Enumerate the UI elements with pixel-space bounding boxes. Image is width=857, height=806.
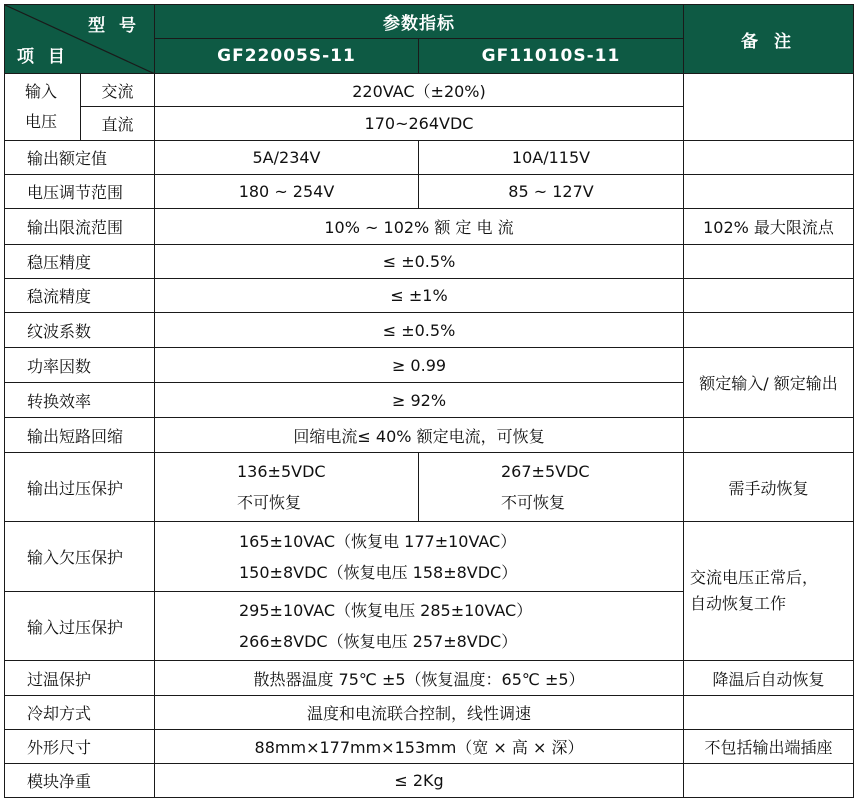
input-dc-label: 直流 bbox=[81, 107, 155, 141]
table-row-input-ac bbox=[5, 74, 854, 107]
header-model-label: 型 号 bbox=[88, 16, 140, 36]
weight-label: 模块净重 bbox=[5, 764, 155, 798]
table-row-current-precision bbox=[5, 279, 854, 313]
table-row-dimensions bbox=[5, 730, 854, 764]
input-uvp-value: 165±10VAC（恢复电 177±10VAC） 150±8VDC（恢复电压 158±8VDC） bbox=[155, 522, 684, 592]
header-item-label: 项 目 bbox=[17, 47, 69, 67]
output-ovp-note: 需手动恢复 bbox=[684, 453, 854, 522]
rated-output-label: 输出额定值 bbox=[5, 141, 155, 175]
table-row-ripple bbox=[5, 313, 854, 348]
input-ovp-label: 输入过压保护 bbox=[5, 592, 155, 661]
voltage-precision-note bbox=[684, 245, 854, 279]
input-dc-value: 170~264VDC bbox=[155, 107, 684, 141]
current-precision-note bbox=[684, 279, 854, 313]
table-row-rated-output bbox=[5, 141, 854, 175]
cooling-note bbox=[684, 696, 854, 730]
table-row-weight bbox=[5, 764, 854, 798]
output-ovp-a: 136±5VDC 不可恢复 bbox=[155, 453, 419, 522]
voltage-precision-value: ≤ ±0.5% bbox=[155, 245, 684, 279]
input-protect-note: 交流电压正常后， 自动恢复工作 bbox=[684, 522, 854, 661]
current-limit-note: 102% 最大限流点 bbox=[684, 209, 854, 245]
voltage-precision-label: 稳压精度 bbox=[5, 245, 155, 279]
table-row-input-uvp bbox=[5, 522, 854, 592]
over-temp-value: 散热器温度 75℃ ±5（恢复温度：65℃ ±5） bbox=[155, 661, 684, 696]
header-param-label: 参数指标 bbox=[155, 5, 684, 39]
short-circuit-label: 输出短路回缩 bbox=[5, 418, 155, 453]
input-voltage-note bbox=[684, 74, 854, 141]
dimensions-label: 外形尺寸 bbox=[5, 730, 155, 764]
cooling-value: 温度和电流联合控制，线性调速 bbox=[155, 696, 684, 730]
power-factor-label: 功率因数 bbox=[5, 348, 155, 383]
current-precision-value: ≤ ±1% bbox=[155, 279, 684, 313]
cooling-label: 冷却方式 bbox=[5, 696, 155, 730]
voltage-range-a: 180 ~ 254V bbox=[155, 175, 419, 209]
output-ovp-label: 输出过压保护 bbox=[5, 453, 155, 522]
over-temp-note: 降温后自动恢复 bbox=[684, 661, 854, 696]
voltage-range-note bbox=[684, 175, 854, 209]
weight-value: ≤ 2Kg bbox=[155, 764, 684, 798]
header-corner-cell bbox=[5, 5, 155, 74]
power-factor-value: ≥ 0.99 bbox=[155, 348, 684, 383]
header-model-a: GF22005S-11 bbox=[155, 39, 419, 74]
efficiency-value: ≥ 92% bbox=[155, 383, 684, 418]
weight-note bbox=[684, 764, 854, 798]
table-row-current-limit bbox=[5, 209, 854, 245]
ripple-note bbox=[684, 313, 854, 348]
table-row-short-circuit bbox=[5, 418, 854, 453]
input-voltage-label: 输入 电压 bbox=[5, 74, 81, 141]
current-limit-value: 10% ~ 102% 额 定 电 流 bbox=[155, 209, 684, 245]
table-row-over-temp bbox=[5, 661, 854, 696]
short-circuit-value: 回缩电流≤ 40% 额定电流，可恢复 bbox=[155, 418, 684, 453]
current-limit-label: 输出限流范围 bbox=[5, 209, 155, 245]
input-ac-label: 交流 bbox=[81, 74, 155, 107]
header-note-label: 备 注 bbox=[684, 5, 854, 74]
output-ovp-b: 267±5VDC 不可恢复 bbox=[419, 453, 684, 522]
table-row-voltage-precision bbox=[5, 245, 854, 279]
efficiency-label: 转换效率 bbox=[5, 383, 155, 418]
pf-eff-note: 额定输入/ 额定输出 bbox=[684, 348, 854, 418]
table-row-power-factor bbox=[5, 348, 854, 383]
header-model-b: GF11010S-11 bbox=[419, 39, 684, 74]
over-temp-label: 过温保护 bbox=[5, 661, 155, 696]
table-row-cooling bbox=[5, 696, 854, 730]
input-ovp-value: 295±10VAC（恢复电压 285±10VAC） 266±8VDC（恢复电压 257±8VDC） bbox=[155, 592, 684, 661]
spec-table bbox=[4, 4, 854, 798]
rated-output-a: 5A/234V bbox=[155, 141, 419, 175]
dimensions-value: 88mm×177mm×153mm（宽 × 高 × 深） bbox=[155, 730, 684, 764]
short-circuit-note bbox=[684, 418, 854, 453]
rated-output-b: 10A/115V bbox=[419, 141, 684, 175]
table-row-output-ovp bbox=[5, 453, 854, 522]
ripple-label: 纹波系数 bbox=[5, 313, 155, 348]
input-uvp-label: 输入欠压保护 bbox=[5, 522, 155, 592]
ripple-value: ≤ ±0.5% bbox=[155, 313, 684, 348]
voltage-range-label: 电压调节范围 bbox=[5, 175, 155, 209]
rated-output-note bbox=[684, 141, 854, 175]
voltage-range-b: 85 ~ 127V bbox=[419, 175, 684, 209]
input-ac-value: 220VAC（±20%) bbox=[155, 74, 684, 107]
current-precision-label: 稳流精度 bbox=[5, 279, 155, 313]
dimensions-note: 不包括输出端插座 bbox=[684, 730, 854, 764]
table-row-voltage-range bbox=[5, 175, 854, 209]
